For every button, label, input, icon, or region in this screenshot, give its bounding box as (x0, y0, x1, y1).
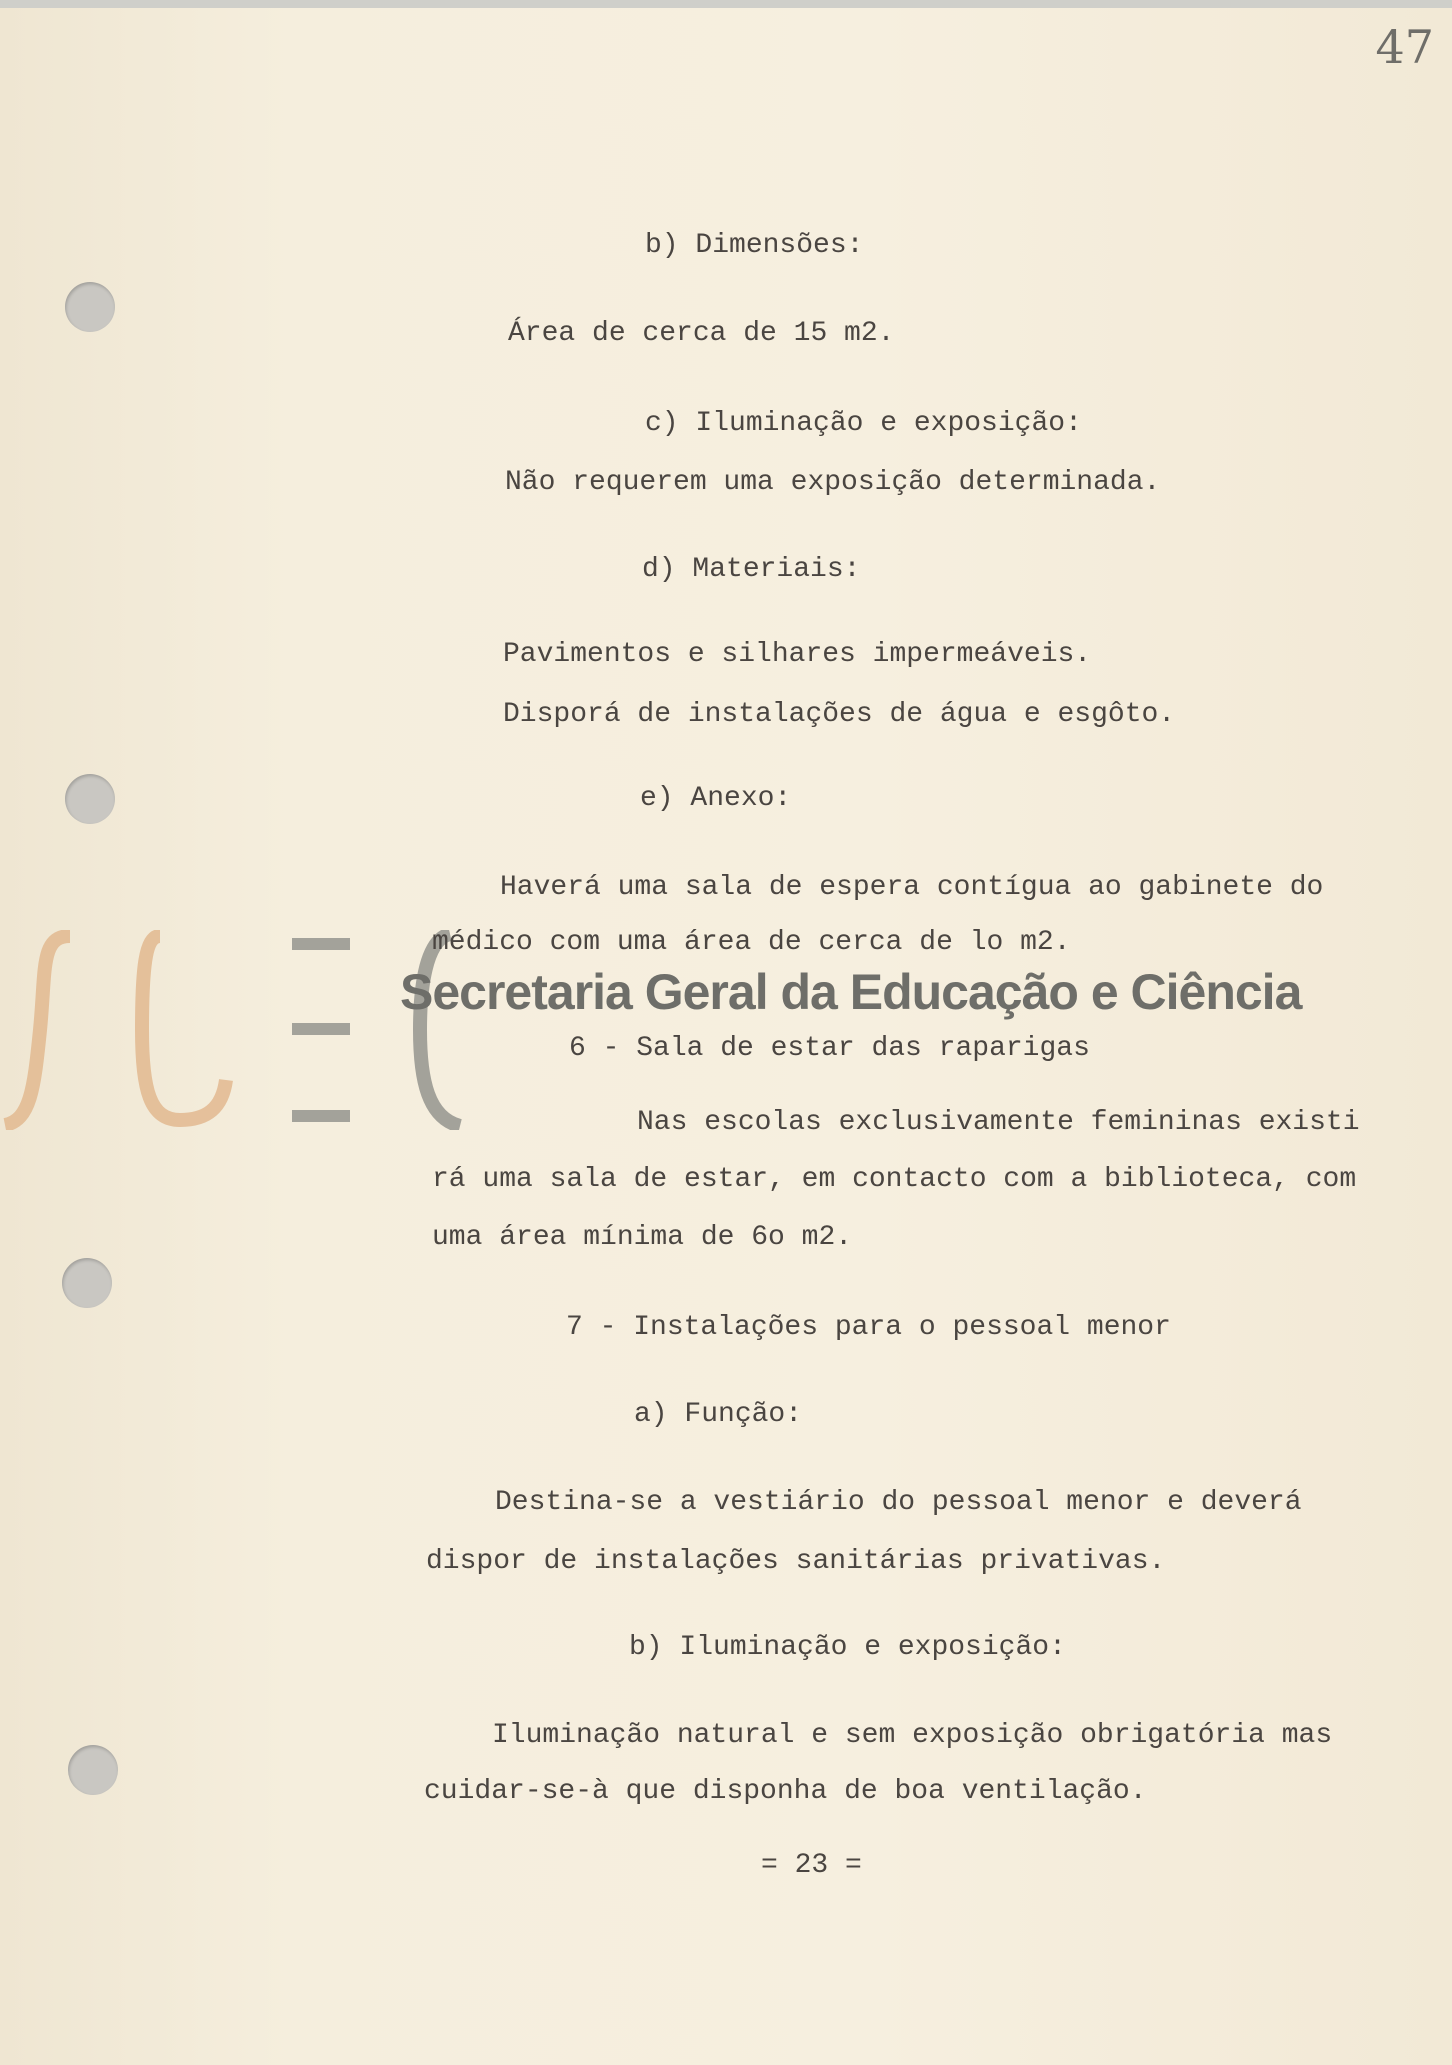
section-heading: 6 - Sala de estar das raparigas (569, 1033, 1090, 1064)
text-line: Não requerem uma exposição determinada. (505, 467, 1161, 498)
text-line: Haverá uma sala de espera contígua ao gabinete do (500, 872, 1324, 903)
text-line: dispor de instalações sanitárias privativas. (426, 1546, 1166, 1577)
watermark-text: Secretaria Geral da Educação e Ciência (400, 964, 1302, 1020)
text-line: Pavimentos e silhares impermeáveis. (503, 639, 1092, 670)
text-line: Iluminação natural e sem exposição obrigatória mas (492, 1720, 1333, 1751)
punch-hole (68, 1745, 118, 1795)
text-line: Área de cerca de 15 m2. (508, 318, 895, 349)
text-line: e) Anexo: (640, 783, 792, 814)
text-line: Nas escolas exclusivamente femininas existi (637, 1107, 1360, 1138)
text-line: b) Iluminação e exposição: (629, 1632, 1066, 1663)
text-line: rá uma sala de estar, em contacto com a biblioteca, com (432, 1164, 1357, 1195)
page-number: 47 (1375, 20, 1434, 74)
scan-edge (0, 0, 1452, 8)
watermark-logo (0, 930, 470, 1130)
punch-hole (62, 1258, 112, 1308)
text-line: cuidar-se-à que disponha de boa ventilação. (424, 1776, 1147, 1807)
text-line: uma área mínima de 6o m2. (432, 1222, 853, 1253)
text-line: d) Materiais: (642, 554, 861, 585)
text-line: médico com uma área de cerca de lo m2. (432, 927, 1071, 958)
text-line: Disporá de instalações de água e esgôto. (503, 699, 1176, 730)
text-line: Destina-se a vestiário do pessoal menor e deverá (495, 1487, 1302, 1518)
text-line: c) Iluminação e exposição: (645, 408, 1082, 439)
punch-hole (65, 282, 115, 332)
text-line: b) Dimensões: (645, 230, 864, 261)
text-line: a) Função: (634, 1399, 803, 1430)
section-heading: 7 - Instalações para o pessoal menor (566, 1312, 1171, 1343)
page-footer-number: = 23 = (761, 1850, 862, 1881)
punch-hole (65, 774, 115, 824)
